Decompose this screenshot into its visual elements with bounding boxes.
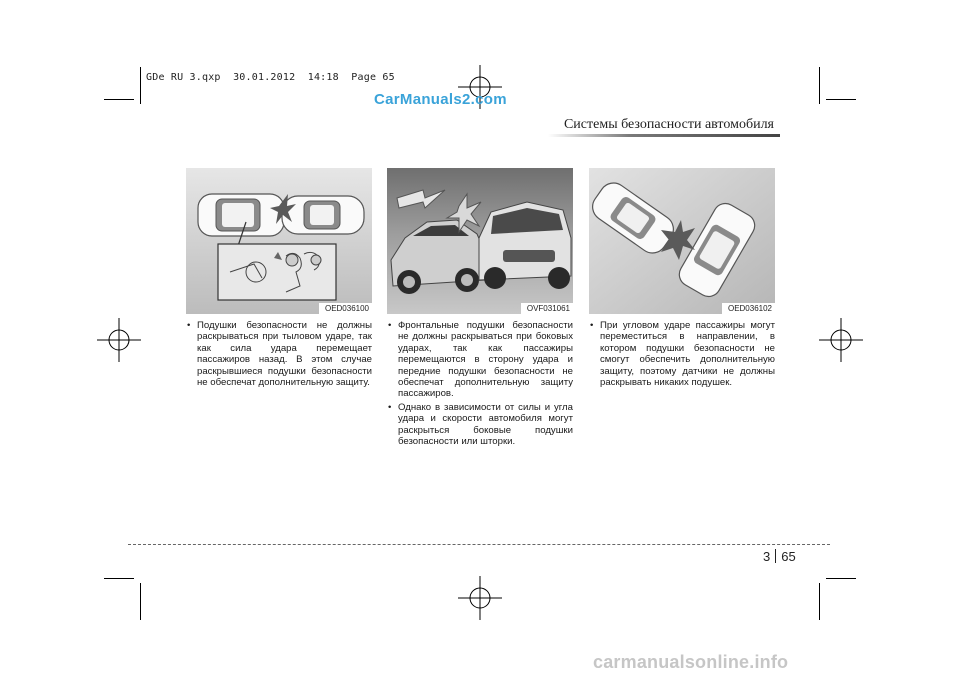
- registration-mark-icon: [819, 318, 863, 362]
- figure-caption: OED036102: [722, 303, 775, 314]
- crop-mark: [140, 67, 141, 104]
- sedan-top-view: [282, 196, 364, 234]
- crop-mark: [104, 578, 134, 579]
- page-separator: [775, 549, 776, 563]
- figure-angular-impact: [589, 168, 775, 314]
- crop-mark: [819, 67, 820, 104]
- crop-mark: [819, 583, 820, 620]
- text-column-2: [387, 320, 573, 449]
- watermark-link[interactable]: carmanualsonline.info: [593, 652, 789, 672]
- text-column-3: [589, 320, 775, 390]
- header-rule: [548, 134, 780, 137]
- page-number: [763, 549, 796, 564]
- bullet-item: • Фронтальные подушки безопасности не должны раскрываться при боковых ударах, так как пассажиры перемещаются в сторону удара и передние подушки безопасности не обеспечат дополнительную защиту пассажиров.: [388, 320, 573, 400]
- crop-mark: [104, 99, 134, 100]
- suv-top-view: [198, 194, 284, 236]
- figure-caption: OED036100: [319, 303, 372, 314]
- figure-rear-impact: [186, 168, 372, 314]
- bullet-marker: •: [388, 320, 392, 331]
- registration-mark-icon: [97, 318, 141, 362]
- crop-mark: [826, 99, 856, 100]
- bullet-item: • Однако в зависимости от силы и угла удара и скорости автомобиля могут раскрыться боковые подушки безопасности или шторки.: [388, 401, 573, 448]
- interior-inset: [218, 244, 336, 300]
- page-number-value: 65: [781, 549, 796, 564]
- footer-rule: [128, 544, 830, 545]
- bullet-marker: •: [187, 320, 191, 331]
- registration-mark-icon: [458, 576, 502, 620]
- crop-mark: [826, 578, 856, 579]
- hatchback-front-view: [479, 202, 571, 289]
- chapter-number: 3: [763, 549, 771, 564]
- bullet-marker: •: [590, 320, 594, 331]
- brand-link[interactable]: CarManuals2.com: [374, 91, 507, 108]
- text-column-1: [186, 320, 372, 390]
- bullet-marker: •: [388, 401, 392, 413]
- section-title: Системы безопасности автомобиля: [563, 117, 774, 132]
- crop-mark: [140, 583, 141, 620]
- print-slug: GDe RU 3.qxp 30.01.2012 14:18 Page 65: [146, 72, 395, 83]
- bullet-item: • Подушки безопасности не должны раскрываться при тыловом ударе, так как сила удара перемещает пассажиров назад. В этом случае раскрывшиеся подушки безопасности не обеспечат дополнительную защиту.: [187, 320, 372, 389]
- figure-caption: OVF031061: [521, 303, 573, 314]
- figure-side-impact: [387, 168, 573, 314]
- bullet-item: • При угловом ударе пассажиры могут переместиться в направлении, в котором подушки безопасности не смогут обеспечить дополнительную защиту, поэтому датчики не должны раскрывать никаких подушек.: [590, 320, 775, 389]
